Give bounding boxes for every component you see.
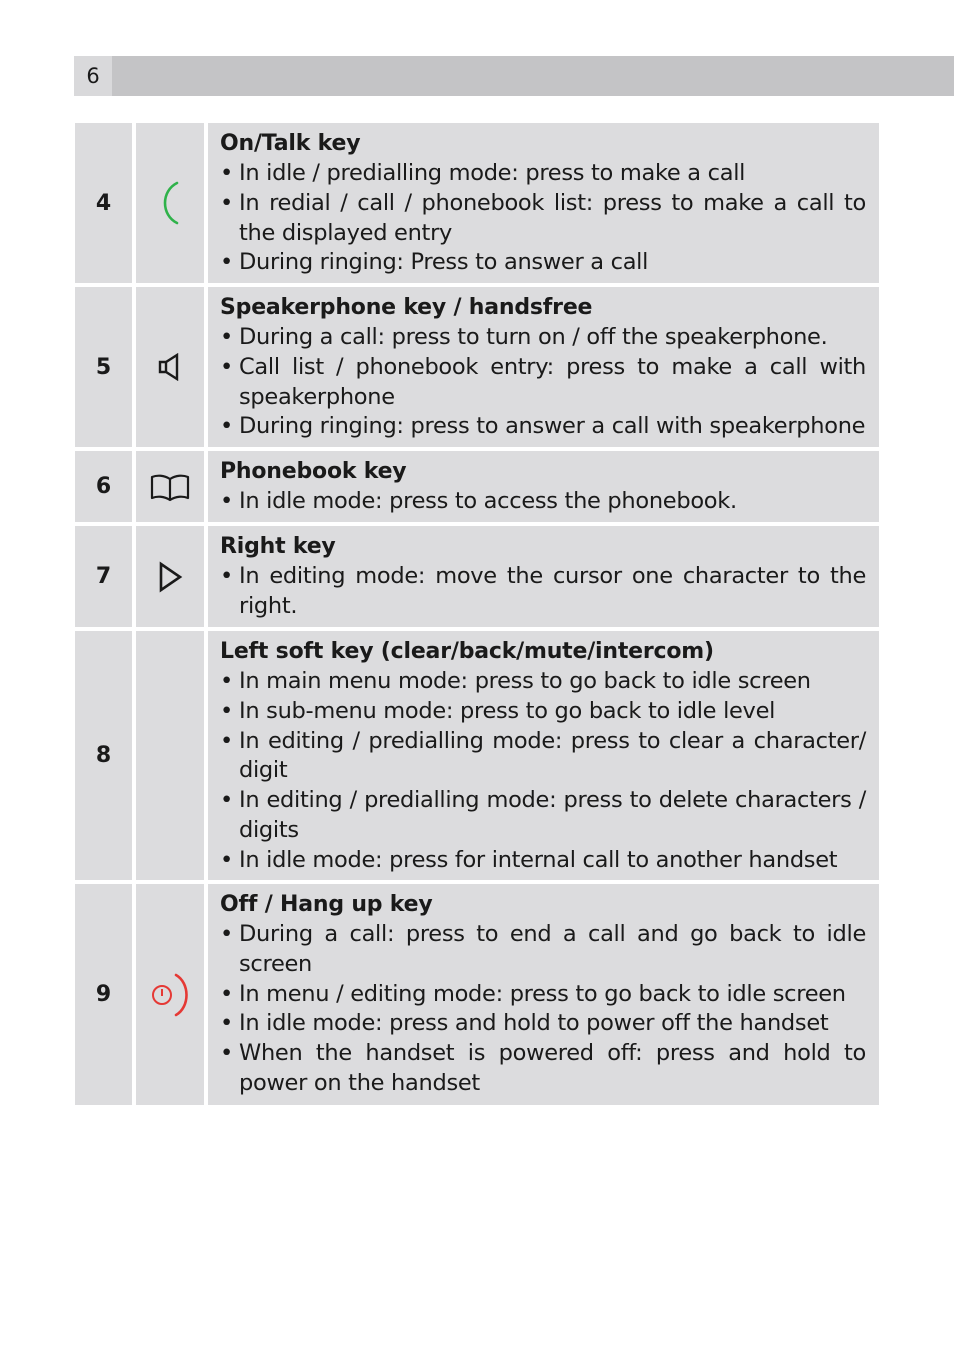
key-title: Off / Hang up key (220, 892, 433, 917)
table-row (75, 631, 879, 884)
key-title: Speakerphone key / handsfree (220, 295, 593, 320)
right-arrow-icon (156, 561, 184, 593)
list-item: • In main menu mode: press to go back to idle screen (220, 667, 866, 697)
list-item: • During a call: press to turn on / off the speakerphone. (220, 323, 866, 353)
key-description (208, 451, 879, 522)
key-description (208, 884, 879, 1105)
list-item: • During ringing: Press to answer a call (220, 248, 866, 278)
table-row (75, 287, 879, 451)
key-description (208, 123, 879, 283)
list-item: • In idle mode: press to access the phonebook. (220, 487, 866, 517)
speaker-icon (157, 353, 183, 381)
list-item: • In idle / predialling mode: press to make a call (220, 159, 866, 189)
list-item: • During ringing: press to answer a call with speakerphone (220, 412, 866, 442)
list-item: • In editing / predialling mode: press to delete characters / digits (220, 786, 866, 846)
list-item: • In idle mode: press for internal call to another handset (220, 846, 866, 876)
key-title: Phonebook key (220, 459, 407, 484)
key-number: 4 (75, 123, 132, 283)
phonebook-icon (149, 472, 191, 502)
power-hangup-icon (148, 971, 192, 1019)
key-description-table (75, 123, 879, 1105)
list-item: • In menu / editing mode: press to go back to idle screen (220, 980, 866, 1010)
list-item: • During a call: press to end a call and go back to idle screen (220, 920, 866, 980)
list-item: • In idle mode: press and hold to power off the handset (220, 1009, 866, 1039)
talk-handset-icon (155, 179, 185, 227)
key-number: 5 (75, 287, 132, 447)
key-number: 9 (75, 884, 132, 1105)
list-item: • Call list / phonebook entry: press to make a call with speakerphone (220, 353, 866, 413)
key-title: Right key (220, 534, 336, 559)
list-item: • In editing / predialling mode: press to clear a character/ digit (220, 727, 866, 787)
key-title: On/Talk key (220, 131, 361, 156)
table-row (75, 451, 879, 526)
table-row (75, 526, 879, 631)
list-item: • In sub-menu mode: press to go back to idle level (220, 697, 866, 727)
list-item: • In editing mode: move the cursor one character to the right. (220, 562, 866, 622)
table-row (75, 884, 879, 1105)
table-row (75, 123, 879, 287)
key-description (208, 631, 879, 880)
key-number: 8 (75, 631, 132, 880)
key-description (208, 526, 879, 627)
empty-icon-cell (136, 631, 204, 880)
key-title: Left soft key (clear/back/mute/intercom) (220, 639, 714, 664)
key-number: 7 (75, 526, 132, 627)
page-number: 6 (74, 56, 112, 96)
key-number: 6 (75, 451, 132, 522)
key-description (208, 287, 879, 447)
list-item: • In redial / call / phonebook list: press to make a call to the displayed entry (220, 189, 866, 249)
list-item: • When the handset is powered off: press and hold to power on the handset (220, 1039, 866, 1099)
page-header-bar (74, 56, 954, 96)
